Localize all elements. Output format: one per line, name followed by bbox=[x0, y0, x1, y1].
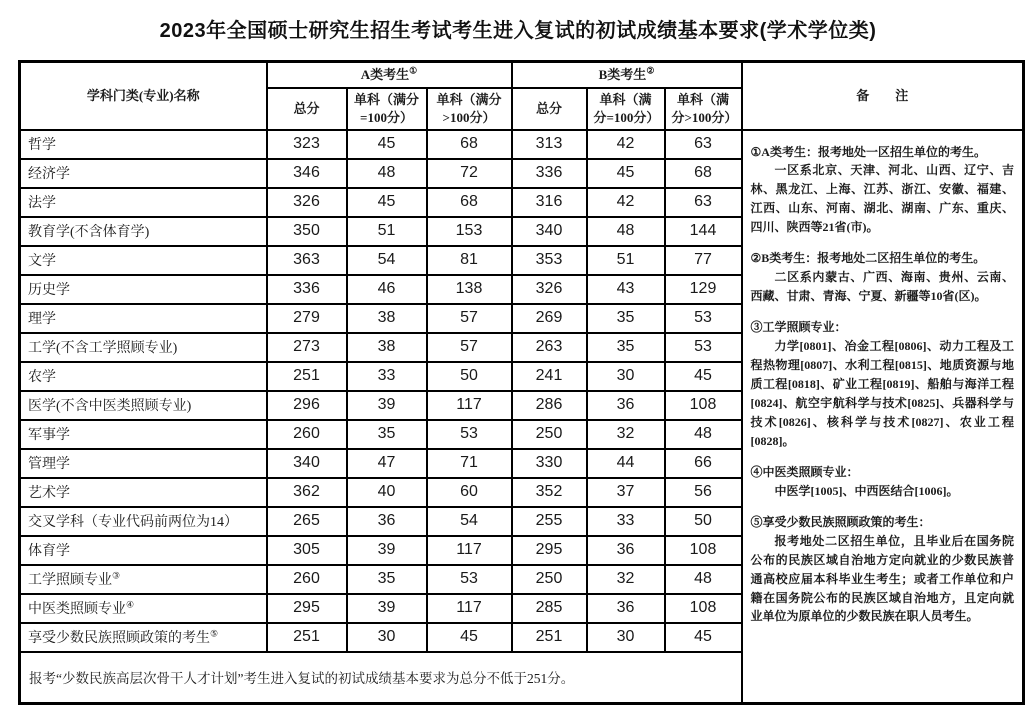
score-cell: 53 bbox=[427, 565, 512, 594]
score-cell: 35 bbox=[587, 333, 665, 362]
score-cell: 45 bbox=[347, 130, 427, 159]
score-cell: 251 bbox=[267, 623, 347, 652]
subject-name-label: 教育学(不含体育学) bbox=[28, 225, 150, 240]
score-cell: 68 bbox=[427, 188, 512, 217]
sub-header-a-single-gt100: 单科（满分>100分） bbox=[427, 88, 512, 130]
score-cell: 48 bbox=[587, 217, 665, 246]
subject-name-label: 中医类照顾专业 bbox=[28, 602, 126, 617]
sub-header-b-single100: 单科（满分=100分） bbox=[587, 88, 665, 130]
score-cell: 45 bbox=[665, 623, 742, 652]
score-cell: 363 bbox=[267, 246, 347, 275]
score-cell: 340 bbox=[267, 449, 347, 478]
subject-name-label: 哲学 bbox=[28, 138, 56, 153]
score-cell: 260 bbox=[267, 565, 347, 594]
subject-name-cell bbox=[20, 449, 267, 478]
score-cell: 340 bbox=[512, 217, 587, 246]
col-header-remark bbox=[742, 62, 1024, 130]
table-body bbox=[20, 130, 1024, 704]
subject-name-label: 交叉学科（专业代码前两位为14） bbox=[28, 515, 238, 530]
score-cell: 138 bbox=[427, 275, 512, 304]
score-cell: 48 bbox=[347, 159, 427, 188]
score-cell: 323 bbox=[267, 130, 347, 159]
score-cell: 47 bbox=[347, 449, 427, 478]
subject-name-cell bbox=[20, 565, 267, 594]
score-cell: 117 bbox=[427, 536, 512, 565]
score-cell: 129 bbox=[665, 275, 742, 304]
subject-name-label: 艺术学 bbox=[28, 486, 70, 501]
remark-note bbox=[751, 463, 1015, 501]
score-cell: 60 bbox=[427, 478, 512, 507]
score-cell: 265 bbox=[267, 507, 347, 536]
score-cell: 33 bbox=[347, 362, 427, 391]
remark-note-body: 一区系北京、天津、河北、山西、辽宁、吉林、黑龙江、上海、江苏、浙江、安徽、福建、江西、山东、河南、湖北、湖南、广东、重庆、四川、陕西等21省(市)。 bbox=[750, 163, 1015, 235]
subject-name-cell bbox=[20, 159, 267, 188]
footnote-marker: ④ bbox=[126, 599, 135, 610]
score-cell: 30 bbox=[587, 623, 665, 652]
subject-name-label: 享受少数民族照顾政策的考生 bbox=[28, 631, 210, 646]
score-cell: 38 bbox=[347, 304, 427, 333]
score-cell: 108 bbox=[665, 536, 742, 565]
score-cell: 350 bbox=[267, 217, 347, 246]
table-row bbox=[20, 130, 1024, 159]
remark-note-body: 中医学[1005]、中西医结合[1006]。 bbox=[774, 483, 959, 498]
score-cell: 45 bbox=[665, 362, 742, 391]
subject-name-label: 管理学 bbox=[28, 457, 70, 472]
score-cell: 44 bbox=[587, 449, 665, 478]
score-cell: 117 bbox=[427, 391, 512, 420]
subject-name-cell bbox=[20, 594, 267, 623]
group-b-label: B类考生 bbox=[598, 66, 647, 82]
score-cell: 313 bbox=[512, 130, 587, 159]
score-cell: 30 bbox=[347, 623, 427, 652]
sub-header-a-single100: 单科（满分=100分） bbox=[347, 88, 427, 130]
score-cell: 71 bbox=[427, 449, 512, 478]
score-cell: 38 bbox=[347, 333, 427, 362]
score-cell: 305 bbox=[267, 536, 347, 565]
score-cell: 251 bbox=[267, 362, 347, 391]
subject-name-cell bbox=[20, 536, 267, 565]
group-b-footnote-marker: ② bbox=[646, 65, 655, 76]
score-cell: 45 bbox=[587, 159, 665, 188]
score-cell: 326 bbox=[512, 275, 587, 304]
score-cell: 45 bbox=[347, 188, 427, 217]
subject-name-cell bbox=[20, 188, 267, 217]
score-cell: 30 bbox=[587, 362, 665, 391]
score-cell: 48 bbox=[665, 420, 742, 449]
subject-name-cell bbox=[20, 391, 267, 420]
score-cell: 54 bbox=[347, 246, 427, 275]
score-cell: 269 bbox=[512, 304, 587, 333]
remark-note bbox=[751, 318, 1015, 451]
score-cell: 51 bbox=[587, 246, 665, 275]
score-cell: 63 bbox=[665, 130, 742, 159]
remark-note-head: ①A类考生：报考地处一区招生单位的考生。 bbox=[750, 144, 986, 159]
score-cell: 117 bbox=[427, 594, 512, 623]
score-cell: 108 bbox=[665, 391, 742, 420]
score-cell: 36 bbox=[347, 507, 427, 536]
score-cell: 296 bbox=[267, 391, 347, 420]
group-a-label: A类考生 bbox=[360, 66, 410, 82]
score-cell: 57 bbox=[427, 304, 512, 333]
score-table bbox=[18, 60, 1025, 705]
sub-header-b-single-gt100: 单科（满分>100分） bbox=[665, 88, 742, 130]
subject-name-cell bbox=[20, 304, 267, 333]
score-cell: 42 bbox=[587, 130, 665, 159]
subject-name-label: 工学照顾专业 bbox=[28, 573, 112, 588]
subject-name-cell bbox=[20, 333, 267, 362]
footnote-marker: ③ bbox=[112, 570, 121, 581]
score-cell: 53 bbox=[665, 333, 742, 362]
score-cell: 50 bbox=[665, 507, 742, 536]
score-cell: 43 bbox=[587, 275, 665, 304]
score-cell: 263 bbox=[512, 333, 587, 362]
subject-name-label: 医学(不含中医类照顾专业) bbox=[28, 399, 192, 414]
score-cell: 53 bbox=[427, 420, 512, 449]
score-cell: 39 bbox=[347, 536, 427, 565]
score-cell: 35 bbox=[347, 565, 427, 594]
page-title: 2023年全国硕士研究生招生考试考生进入复试的初试成绩基本要求(学术学位类) bbox=[159, 20, 877, 42]
col-header-group-a bbox=[267, 62, 512, 88]
score-cell: 56 bbox=[665, 478, 742, 507]
subject-name-cell bbox=[20, 507, 267, 536]
score-cell: 33 bbox=[587, 507, 665, 536]
col-header-subject-label: 学科门类(专业)名称 bbox=[86, 87, 200, 103]
remark-note bbox=[751, 249, 1015, 306]
score-cell: 36 bbox=[587, 536, 665, 565]
score-cell: 37 bbox=[587, 478, 665, 507]
score-cell: 316 bbox=[512, 188, 587, 217]
score-cell: 346 bbox=[267, 159, 347, 188]
subject-name-cell bbox=[20, 420, 267, 449]
subject-name-cell bbox=[20, 130, 267, 159]
score-cell: 48 bbox=[665, 565, 742, 594]
footnote-marker: ⑤ bbox=[210, 628, 219, 639]
remarks-cell bbox=[742, 130, 1024, 704]
score-cell: 35 bbox=[347, 420, 427, 449]
score-cell: 36 bbox=[587, 594, 665, 623]
subject-name-label: 历史学 bbox=[28, 283, 70, 298]
score-cell: 53 bbox=[665, 304, 742, 333]
score-cell: 251 bbox=[512, 623, 587, 652]
score-cell: 336 bbox=[512, 159, 587, 188]
score-cell: 57 bbox=[427, 333, 512, 362]
score-cell: 81 bbox=[427, 246, 512, 275]
score-cell: 35 bbox=[587, 304, 665, 333]
col-header-group-b bbox=[512, 62, 742, 88]
score-cell: 336 bbox=[267, 275, 347, 304]
score-cell: 77 bbox=[665, 246, 742, 275]
remark-header-label: 备 注 bbox=[856, 87, 909, 103]
remark-note-body: 报考地处二区招生单位，且毕业后在国务院公布的民族区域自治地方定向就业的少数民族普通高校应届本科毕业生考生；或者工作单位和户籍在国务院公布的民族区域自治地方，且定向就业单位为原单位的少数民族在职人员考生。 bbox=[750, 533, 1015, 624]
score-cell: 39 bbox=[347, 391, 427, 420]
score-cell: 241 bbox=[512, 362, 587, 391]
score-cell: 108 bbox=[665, 594, 742, 623]
score-cell: 286 bbox=[512, 391, 587, 420]
score-cell: 279 bbox=[267, 304, 347, 333]
subject-name-label: 农学 bbox=[28, 370, 56, 385]
score-cell: 285 bbox=[512, 594, 587, 623]
remark-note bbox=[751, 513, 1015, 627]
score-cell: 32 bbox=[587, 565, 665, 594]
col-header-subject bbox=[20, 62, 267, 130]
score-cell: 46 bbox=[347, 275, 427, 304]
score-cell: 295 bbox=[267, 594, 347, 623]
subject-name-label: 理学 bbox=[28, 312, 56, 327]
score-cell: 54 bbox=[427, 507, 512, 536]
subject-name-label: 工学(不含工学照顾专业) bbox=[28, 341, 178, 356]
header-row-groups bbox=[20, 62, 1024, 88]
score-cell: 50 bbox=[427, 362, 512, 391]
remark-note-body: 力学[0801]、冶金工程[0806]、动力工程及工程热物理[0807]、水利工程[0815]、地质资源与地质工程[0818]、矿业工程[0819]、船舶与海洋工程[0824]、航空宇航科学与技术[0825]、兵器科学与技术[0826]、核科学与技术[0827]、农业工程[0828]。 bbox=[750, 339, 1015, 448]
subject-name-label: 军事学 bbox=[28, 428, 70, 443]
subject-name-label: 体育学 bbox=[28, 544, 70, 559]
score-cell: 153 bbox=[427, 217, 512, 246]
score-cell: 144 bbox=[665, 217, 742, 246]
score-cell: 68 bbox=[427, 130, 512, 159]
footer-note: 报考“少数民族高层次骨干人才计划”考生进入复试的初试成绩基本要求为总分不低于251分。 bbox=[20, 652, 742, 704]
subject-name-cell bbox=[20, 275, 267, 304]
subject-name-cell bbox=[20, 623, 267, 652]
score-cell: 32 bbox=[587, 420, 665, 449]
remark-note-body: 二区系内蒙古、广西、海南、贵州、云南、西藏、甘肃、青海、宁夏、新疆等10省(区)。 bbox=[750, 270, 1015, 304]
score-cell: 330 bbox=[512, 449, 587, 478]
score-cell: 250 bbox=[512, 420, 587, 449]
score-cell: 295 bbox=[512, 536, 587, 565]
subject-name-label: 经济学 bbox=[28, 167, 70, 182]
subject-name-cell bbox=[20, 478, 267, 507]
score-cell: 36 bbox=[587, 391, 665, 420]
score-cell: 273 bbox=[267, 333, 347, 362]
score-cell: 63 bbox=[665, 188, 742, 217]
score-cell: 352 bbox=[512, 478, 587, 507]
remark-note-head: ④中医类照顾专业： bbox=[750, 464, 859, 479]
subject-name-cell bbox=[20, 217, 267, 246]
remark-note-head: ②B类考生：报考地处二区招生单位的考生。 bbox=[750, 251, 986, 266]
remark-note-head: ③工学照顾专业： bbox=[750, 320, 847, 335]
score-cell: 66 bbox=[665, 449, 742, 478]
group-a-footnote-marker: ① bbox=[409, 65, 418, 76]
score-cell: 39 bbox=[347, 594, 427, 623]
remark-note-head: ⑤享受少数民族照顾政策的考生： bbox=[750, 514, 931, 529]
subject-name-label: 文学 bbox=[28, 254, 56, 269]
score-cell: 250 bbox=[512, 565, 587, 594]
subject-name-label: 法学 bbox=[28, 196, 56, 211]
score-cell: 353 bbox=[512, 246, 587, 275]
score-cell: 255 bbox=[512, 507, 587, 536]
score-cell: 42 bbox=[587, 188, 665, 217]
score-cell: 326 bbox=[267, 188, 347, 217]
score-cell: 68 bbox=[665, 159, 742, 188]
score-cell: 260 bbox=[267, 420, 347, 449]
sub-header-a-total: 总分 bbox=[267, 88, 347, 130]
score-cell: 45 bbox=[427, 623, 512, 652]
subject-name-cell bbox=[20, 362, 267, 391]
score-cell: 72 bbox=[427, 159, 512, 188]
score-cell: 362 bbox=[267, 478, 347, 507]
remark-note bbox=[751, 143, 1015, 238]
sub-header-b-total: 总分 bbox=[512, 88, 587, 130]
score-cell: 40 bbox=[347, 478, 427, 507]
subject-name-cell bbox=[20, 246, 267, 275]
score-cell: 51 bbox=[347, 217, 427, 246]
